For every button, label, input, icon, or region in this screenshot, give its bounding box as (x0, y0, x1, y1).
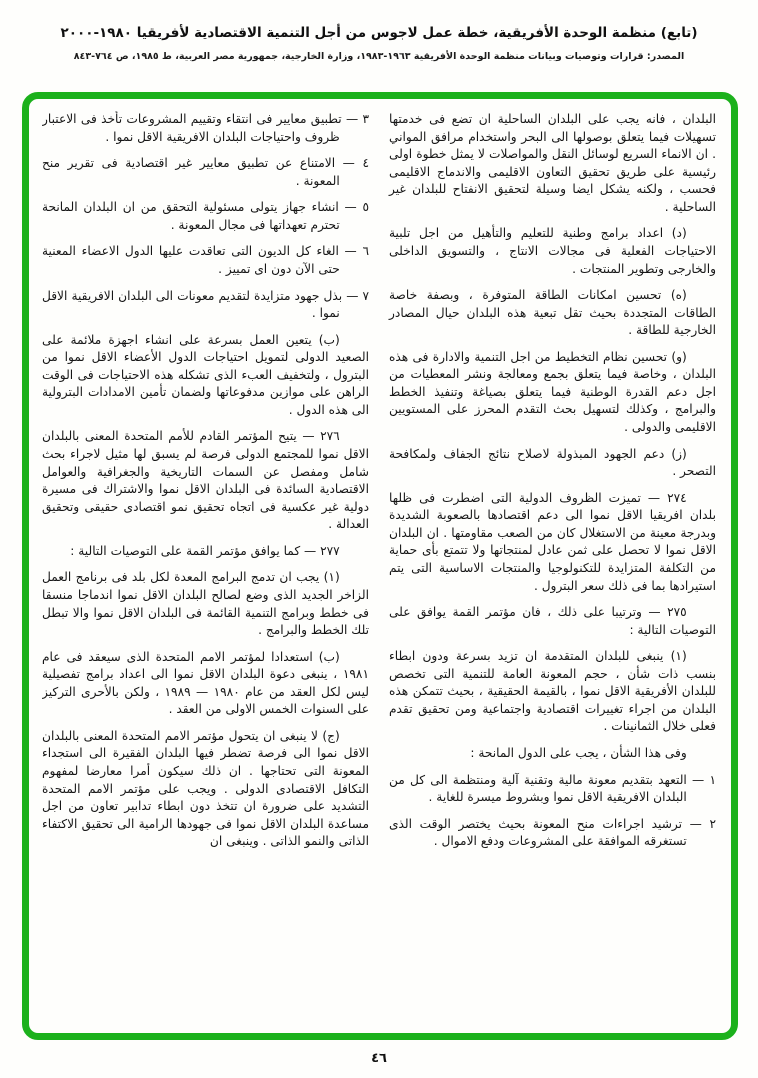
paragraph: (١) يجب ان تدمج البرامج المعدة لكل بلد فى برنامج العمل الزاخر الجديد الذى وضع لصالح البلدان الاقل نموا اندماجا منسقا فى خطط وبرامج التنمية القائمة فى البلدان الاقل نموا والا تبطل تلك الخطط والبرامج . (42, 570, 369, 638)
paragraph: وفى هذا الشأن ، يجب على الدول المانحة : (470, 746, 687, 760)
green-border-frame (22, 92, 738, 1040)
paragraph: ٢٧٧ — كما يوافق مؤتمر القمة على التوصيات التالية : (70, 543, 340, 558)
page-title: (تابع) منظمة الوحدة الأفريقية، خطة عمل لاجوس من أجل التنمية الاقتصادية لأفريقيا ١٩٨٠-٢٠٠٠ (60, 25, 698, 41)
paragraph: (د) اعداد برامج وطنية للتعليم والتأهيل من اجل تلبية الاحتياجات الفعلية فى مجالات الانتاج ، والتسويق الداخلى والخارجى وتطوير المنتجات . (389, 226, 716, 276)
paragraph: (ب) يتعين العمل بسرعة على انشاء اجهزة ملائمة على الصعيد الدولى لتمويل احتياجات الدول الأعضاء الاقل نموا من البترول ، ولتخفيف العبء الذى تشكله هذه الاحتياجات فى الوقت الراهن على موازين مدفوعاتها ولضمان تأمين الامدادات البترولية الى هذه الدول . (42, 332, 369, 417)
paragraph: (١) ينبغى للبلدان المتقدمة ان تزيد بسرعة ودون ابطاء بنسب ذات شأن ، حجم المعونة العامة للتنمية التى تخصص للبلدان الأفريقية الاقل نموا ، بالقيمة الحقيقية ، بحيث تتمكن هذه البلدان من اجراء تغييرات اقتصادية واجتماعية ومن تحقيق تقدم فعلى خلال الثمانينات . (389, 649, 716, 734)
paragraph: ٥ — انشاء جهاز يتولى مسئولية التحقق من ان البلدان المانحة تحترم تعهداتها فى مجال المعونة . (42, 200, 369, 232)
source-citation: المصدر: قرارات وتوصيات وبيانات منظمة الوحدة الأفريقية ١٩٦٣-١٩٨٣، وزارة الخارجية، جمهورية مصر العربية، ط ١٩٨٥، ص ٧٦٤-٨٤٣ (73, 51, 685, 62)
paragraph: ٢٧٦ — يتيح المؤتمر القادم للأمم المتحدة المعنى بالبلدان الاقل نموا للمجتمع الدولى فرصة لم يسبق لها مثيل لاجراء بحث شامل ومفصل عن السمات التاريخية والجغرافية والعوامل الاقتصادية السائدة فى البلدان الاقل نموا والاشتراك فى مسيرة دولية غير عكسية فى اتجاه تحقيق نمو اقتصادى حقيقى وتحقيق العدالة . (42, 429, 369, 532)
paragraph: ١ — التعهد بتقديم معونة مالية وتقنية آلية ومنتظمة الى كل من البلدان الافريقية الاقل نموا وبشروط ميسرة للغاية . (389, 772, 716, 805)
paragraph: ٤ — الامتناع عن تطبيق معايير غير اقتصادية فى تقرير منح المعونة . (42, 156, 369, 188)
page-number: ٤٦ (371, 1051, 387, 1066)
paragraph: (ب) استعدادا لمؤتمر الامم المتحدة الذى سيعقد فى عام ١٩٨١ ، ينبغى دعوة البلدان الاقل نموا الى اعداد برامج تفصيلية ليس لكل العقد من عام ١٩٨٠ — ١٩٨٩ ، ولكن بالأحرى التركيز على السنوات الخمس الاولى من العقد . (42, 649, 369, 717)
paragraph: ٦ — الغاء كل الديون التى تعاقدت عليها الدول الاعضاء المعنية حتى الآن دون اى تمييز . (42, 244, 369, 276)
paragraph: (و) تحسين نظام التخطيط من اجل التنمية والادارة فى هذه البلدان ، وخاصة فيما يتعلق بجمع ومعالجة ونشر المعطيات من اجل دعم القدرة الوطنية فيما يتعلق بصياغة وتنفيذ الخطط والبرامج ، وكذلك لتسهيل بحث التقدم المحرز على المستويين الاقليمى والدولى . (389, 349, 716, 434)
paragraph: (ز) دعم الجهود المبذولة لاصلاح نتائج الجفاف ولمكافحة التصحر . (389, 446, 716, 479)
paragraph: ٣ — تطبيق معايير فى انتقاء وتقييم المشروعات تأخذ فى الاعتبار ظروف واحتياجات البلدان الافريقية الاقل نموا . (42, 112, 369, 144)
column-right (389, 111, 716, 1033)
paragraph: البلدان ، فانه يجب على البلدان الساحلية ان تضع فى خدمتها تسهيلات فيما يتعلق بوصولها الى البحر واستخدام مرافق المواني . ان الانماء السريع لوسائل النقل والمواصلات لا يمثل خطوة اولى رئيسية على طريق تحقيق التعاون الاقليمى والاندماج الاقليمى فحسب ، ولكنه يشكل ايضا وسيلة لتحقيق الانفتاح للبلدان غير الساحلية . (389, 112, 716, 214)
paragraph: ٢٧٥ — وترتيبا على ذلك ، فان مؤتمر القمة يوافق على التوصيات التالية : (389, 605, 716, 637)
paragraph: ٧ — بذل جهود متزايدة لتقديم معونات الى البلدان الافريقية الاقل نموا . (42, 288, 369, 321)
paragraph: (ه) تحسين امكانات الطاقة المتوفرة ، وبصفة خاصة الطاقات المتجددة بحيث تقل تبعية هذه البلدان حيال المصادر الخارجية للطاقة . (389, 288, 716, 338)
column-left (42, 111, 369, 1033)
page-header (0, 0, 758, 62)
two-column-body (42, 111, 716, 1033)
paragraph: ٢٧٤ — تميزت الظروف الدولية التى اضطرت فى ظلها بلدان افريقيا الاقل نموا الى دعم اقتصادها بالصعوبة الشديدة وبدرجة معينة من الاستغلال كان من الصعب مقاومتها . ان البلدان الاقل نموا لا تحصل على ثمن عادل لمنتجاتها ولا تتمتع بأى حماية من التكلفة المتزايدة للتكنولوجيا والمنتجات الاساسية التى يتم استيرادها بما فى ذلك سعر البترول . (389, 490, 716, 593)
paragraph: ٢ — ترشيد اجراءات منح المعونة بحيث يختصر الوقت الذى تستغرقه الموافقة على المشروعات ودفع الاموال . (389, 816, 716, 849)
paragraph: (ج) لا ينبغى ان يتحول مؤتمر الامم المتحدة المعنى بالبلدان الاقل نموا الى فرصة تضطر فيها البلدان الفقيرة الى استجداء المعونة التى تحتاجها . ان ذلك سيكون أمرا معارضا لمفهوم التكافل الاقتصادى الدولى . ويجب على مؤتمر الامم المتحدة التشديد على ضرورة ان تتخذ دون ابطاء تدابير تعاون من اجل مساعدة البلدان الاقل نموا فى جهودها الرامية الى تحقيق الاكتفاء الذاتى والنمو الذاتى . وينبغى ان (42, 728, 369, 849)
page-footer (0, 1047, 758, 1066)
